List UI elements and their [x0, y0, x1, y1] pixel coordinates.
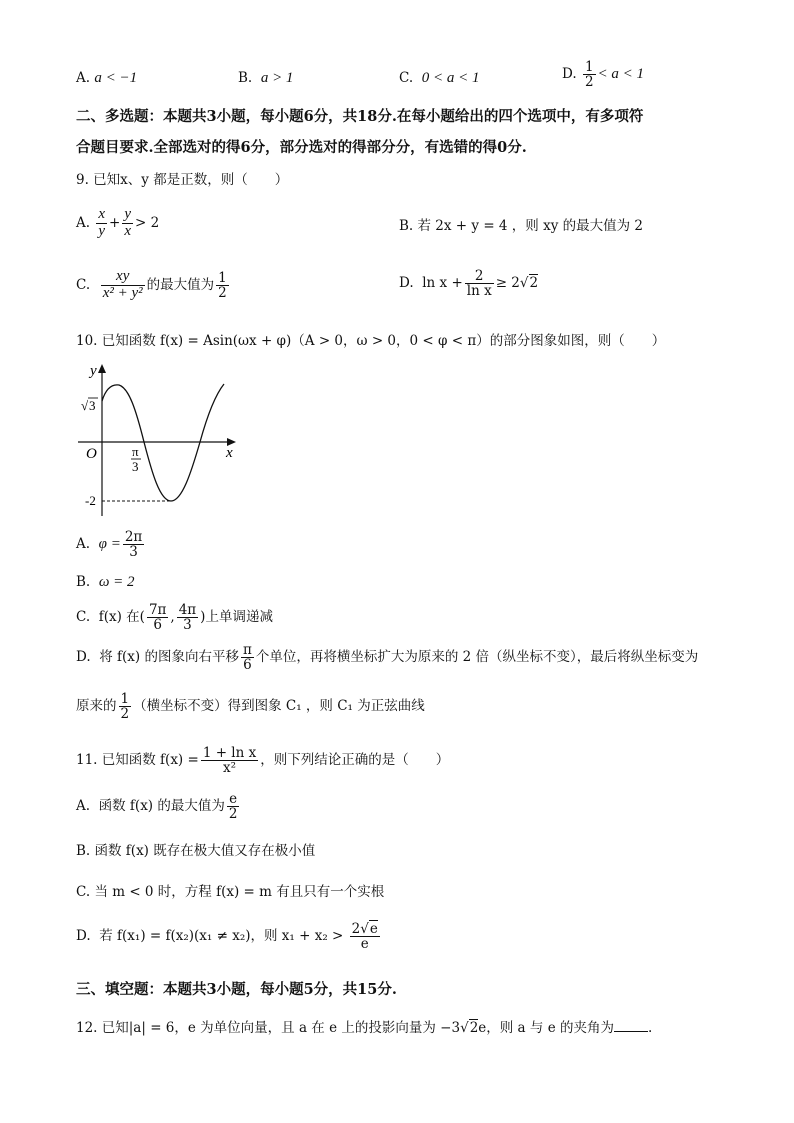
section-2-line-2: 合题目要求.全部选对的得6分，部分选对的得部分分，有选错的得0分. — [76, 139, 527, 156]
q8-option-a: A. a < −1 — [76, 70, 138, 86]
q10-option-b: B. ω = 2 — [76, 574, 135, 590]
q11-option-a: A. 函数 f(x) 的最大值为 $\frac{e}{2}$ — [76, 791, 238, 823]
q11-option-b: B. 函数 f(x) 既存在极大值又存在极小值 — [76, 843, 316, 859]
q10-sine-graph — [76, 358, 246, 518]
answer-blank[interactable] — [614, 1030, 648, 1032]
q10-option-d-line-2: 原来的 $\frac{1}{2}$ （横坐标不变）得到图象 C₁ ，则 C₁ 为正弦曲线 — [76, 691, 425, 723]
y-axis-arrow — [98, 364, 106, 373]
q9-option-d: D. ln x + $\frac{2}{\text{ln x}}$ ≥ 2√2 — [399, 268, 539, 300]
q8-option-c: C. 0 < a < 1 — [399, 70, 480, 86]
q11-option-d: D. 若 f(x₁) = f(x₂)(x₁ ≠ x₂)，则 x₁ + x₂ > $\frac{2√e}{e}$ — [76, 921, 378, 953]
minus2-label: -2 — [85, 493, 96, 508]
q9-option-c: C. $\frac{xy}{\text{x² + y²}}$ 的最大值为 $\frac{1}{2}$ — [76, 268, 227, 301]
q10-option-c: C. f(x) 在( $\frac{7\pi}{6}$ , $\frac{4\pi}{3}$ )上单调递减 — [76, 602, 273, 634]
origin-label: O — [86, 446, 97, 462]
section-2-line-1: 二、多选题：本题共3小题，每小题6分，共18分.在每小题给出的四个选项中，有多项符 — [76, 108, 644, 125]
sqrt3-label: 3 — [89, 398, 96, 413]
q9-option-a: A. $\frac{x}{y}$ + $\frac{y}{x}$ > 2 — [76, 206, 160, 239]
x-axis-label: x — [226, 445, 233, 461]
q11-stem: 11. 已知函数 f(x) = $\frac{\text{1 + ln x}}{\text{x²}}$ ，则下列结论正确的是（ ） — [76, 745, 450, 777]
q11-option-c: C. 当 m < 0 时，方程 f(x) = m 有且只有一个实根 — [76, 884, 385, 900]
q12-stem: 12. 已知|a| = 6，e 为单位向量，且 a 在 e 上的投影向量为 −3√2e，则 a 与 e 的夹角为 . — [76, 1020, 653, 1036]
section-3-title: 三、填空题：本题共3小题，每小题5分，共15分. — [76, 981, 397, 998]
y-axis-label: y — [90, 363, 97, 379]
pi-label: π — [132, 444, 139, 459]
three-label: 3 — [132, 459, 139, 474]
q8-option-d: D. $\frac{1}{2}$ < a < 1 — [562, 59, 645, 91]
q8-option-b: B. a > 1 — [238, 70, 294, 86]
q10-option-a: A. φ = $\frac{2\pi}{3}$ — [76, 529, 143, 561]
q9-stem: 9. 已知x、y 都是正数，则（ ） — [76, 172, 289, 188]
q10-stem: 10. 已知函数 f(x) = Asin(ωx + φ)（A > 0，ω > 0，0 < φ < π）的部分图象如图，则（ ） — [76, 333, 666, 349]
q9-option-b: B. 若 2x + y = 4 ，则 xy 的最大值为 2 — [399, 218, 644, 234]
fraction: $\frac{1}{2}$ — [584, 59, 594, 91]
sqrt-sign: √ — [81, 398, 89, 413]
q10-option-d: D. 将 f(x) 的图象向右平移 $\frac{\pi}{6}$ 个单位，再将横坐标扩大为原来的 2 倍（纵坐标不变），最后将纵坐标变为 — [76, 642, 699, 674]
